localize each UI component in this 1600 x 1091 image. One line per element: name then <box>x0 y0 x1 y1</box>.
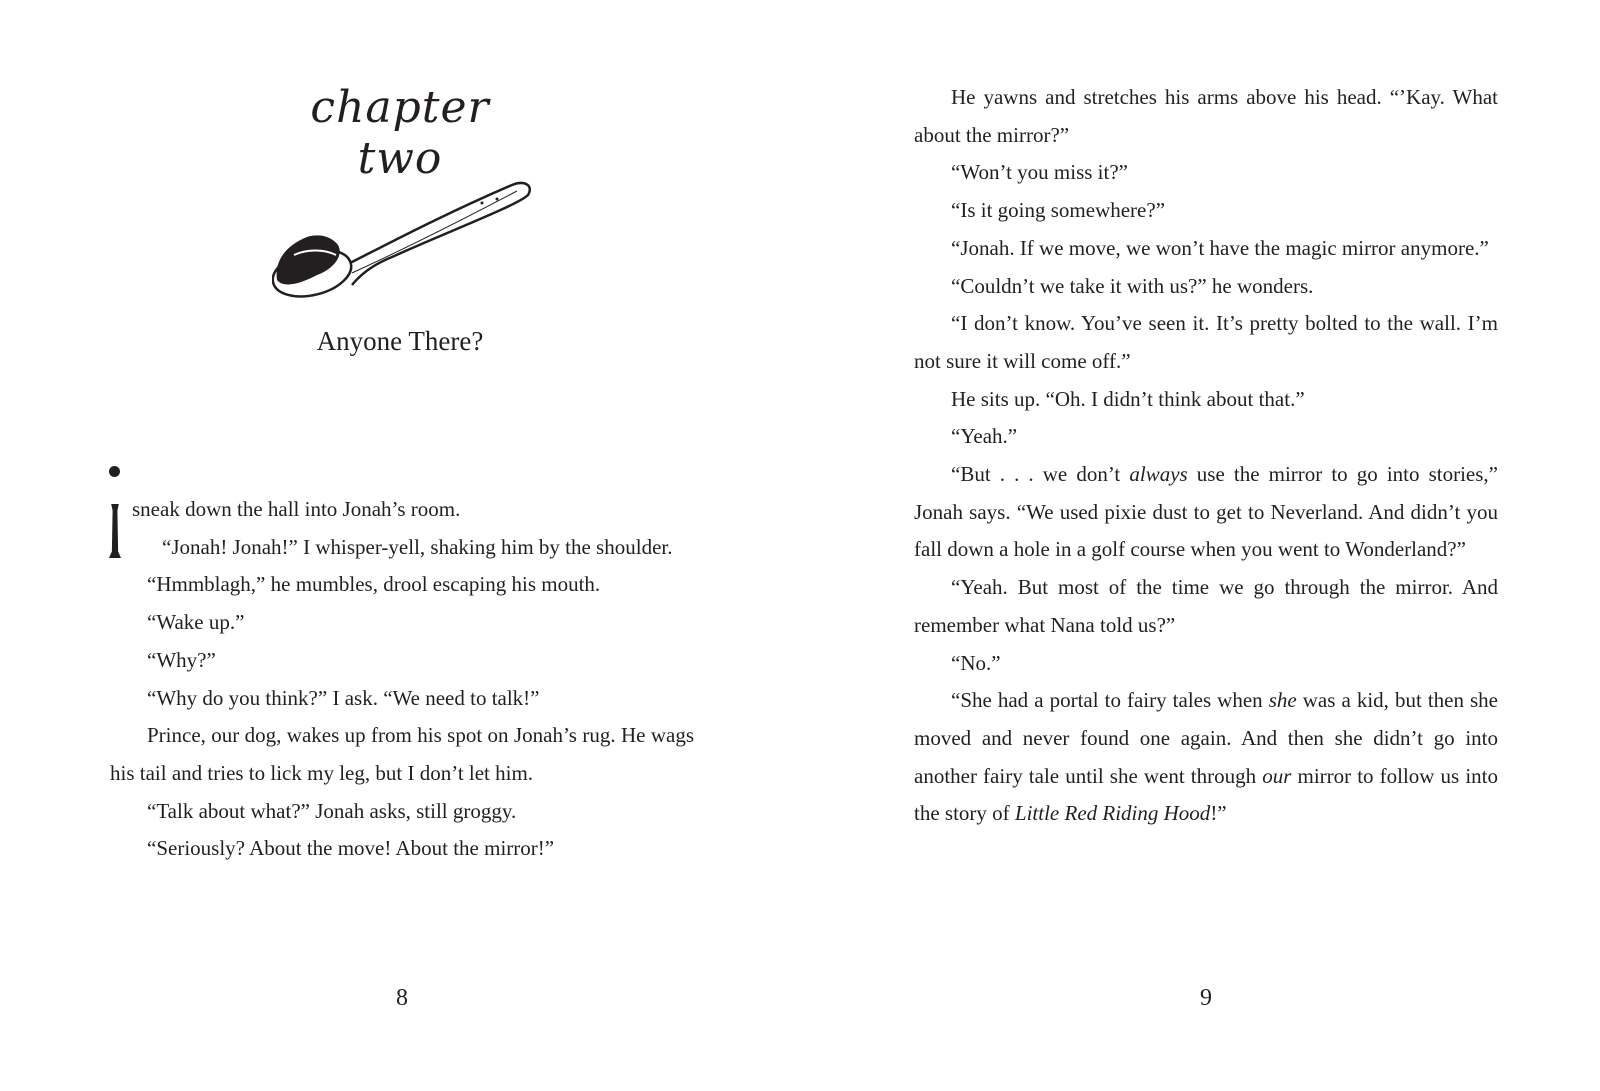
chapter-title: Anyone There? <box>316 326 484 356</box>
italic-text: she <box>1268 688 1297 713</box>
paragraph: “Talk about what?” Jonah asks, still groggy. <box>147 798 517 823</box>
paragraph: “Is it going somewhere?” <box>951 198 1166 223</box>
text-span: “But . . . we don’t <box>951 462 1130 487</box>
paragraph <box>914 682 1498 833</box>
paragraph: “Yeah.” <box>951 424 1018 449</box>
paragraph: Prince, our dog, wakes up from his spot on Jonah’s rug. He wags his tail and tries to lick my leg, but I don’t let him. <box>110 723 694 785</box>
paragraph: “Seriously? About the move! About the mirror!” <box>147 836 555 861</box>
paragraph: “Jonah. If we move, we won’t have the magic mirror anymore.” <box>951 235 1489 260</box>
spoon-with-pudding-icon <box>272 175 542 305</box>
paragraph: “No.” <box>951 650 1001 675</box>
text-span: use the mirror to go into stories,” Jonah says. “We used pixie dust to get to Neverland. And didn’t you fall down a hole in a golf course when you went to Wonderland?” <box>914 462 1498 562</box>
paragraph: He yawns and stretches his arms above his head. “’Kay. What about the mirror?” <box>914 85 1498 147</box>
text-span: !” <box>1210 801 1227 826</box>
text-span: “She had a portal to fairy tales when <box>951 688 1269 713</box>
italic-text: always <box>1129 462 1188 487</box>
paragraph: “Hmmblagh,” he mumbles, drool escaping his mouth. <box>147 572 601 597</box>
right-page <box>800 0 1600 1091</box>
italic-text: our <box>1262 763 1292 788</box>
drop-cap-dot <box>109 466 120 477</box>
paragraph: sneak down the hall into Jonah’s room. <box>132 497 461 521</box>
paragraph: “Why do you think?” I ask. “We need to talk!” <box>147 685 540 710</box>
paragraph: “Wake up.” <box>147 610 245 635</box>
left-page-body <box>110 491 694 868</box>
page-number: 9 <box>1200 985 1212 1011</box>
right-page-body <box>914 79 1498 833</box>
italic-text: Little Red Riding Hood <box>1014 801 1211 826</box>
page-number: 8 <box>396 985 408 1011</box>
paragraph: “Won’t you miss it?” <box>951 160 1128 185</box>
paragraph: “I don’t know. You’ve seen it. It’s pretty bolted to the wall. I’m not sure it will come off.” <box>914 311 1498 373</box>
paragraph: “Jonah! Jonah!” I whisper-yell, shaking him by the shoulder. <box>162 534 673 559</box>
text-span: mirror to follow us into the story of <box>914 763 1498 826</box>
text-span: was a kid, but then she moved and never found one again. And then she didn’t go into another fairy tale until she went through <box>914 688 1499 788</box>
paragraph: He sits up. “Oh. I didn’t think about that.” <box>951 386 1305 411</box>
paragraph: “Yeah. But most of the time we go through the mirror. And remember what Nana told us?” <box>914 575 1498 637</box>
paragraph: “Why?” <box>147 647 216 672</box>
paragraph <box>914 456 1498 569</box>
chapter-label: chapter two <box>310 82 490 184</box>
paragraph: “Couldn’t we take it with us?” he wonders. <box>951 273 1314 298</box>
